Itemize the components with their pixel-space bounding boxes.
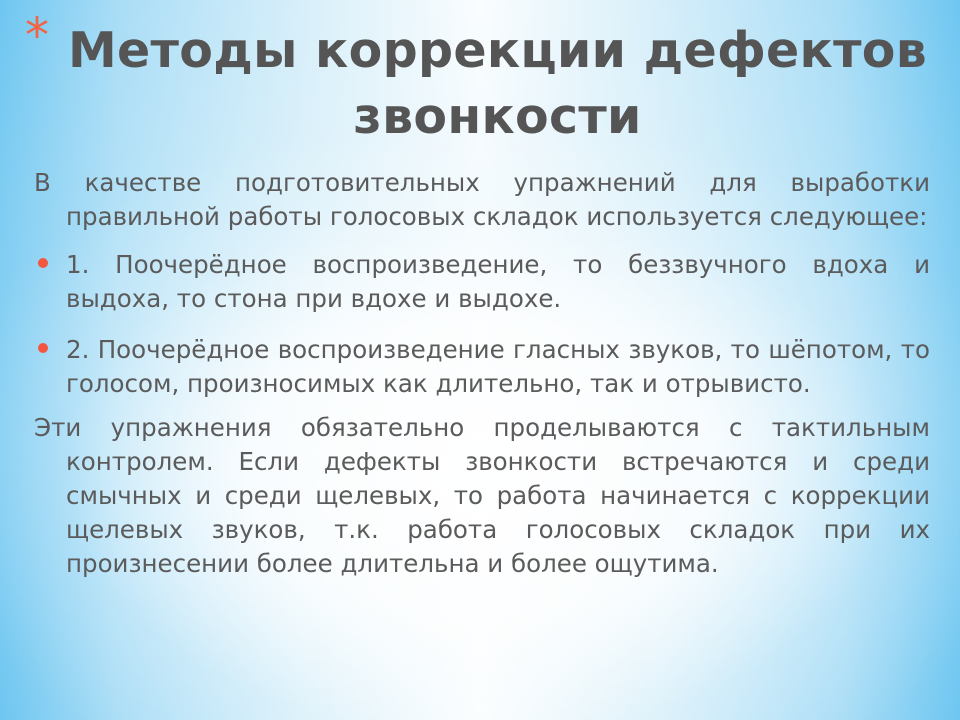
red-bullet-icon	[38, 258, 48, 268]
bullet-item-2	[34, 333, 930, 401]
bullet-text-2: 2. Поочерёдное воспроизведение гласных звуков, то шёпотом, то голосом, произносимых как длительно, так и отрывисто.	[66, 335, 930, 398]
bullet-item-1	[34, 248, 930, 316]
slide-title: Методы коррекции дефектов звонкости	[67, 22, 928, 145]
slide-content	[34, 166, 930, 595]
bullet-text-1: 1. Поочерёдное воспроизведение, то беззвучного вдоха и выдоха, то стона при вдохе и выдохе.	[66, 250, 930, 313]
title-asterisk: *	[25, 8, 49, 64]
intro-paragraph: В качестве подготовительных упражнений для выработки правильной работы голосовых складок используется следующее:	[34, 168, 930, 231]
closing-paragraph: Эти упражнения обязательно проделываются с тактильным контролем. Если дефекты звонкости встречаются и среди смычных и среди щелевых, то работа начинается с коррекции щелевых звуков, т.к. работа голосовых складок при их произнесении более длительна и более ощутима.	[34, 413, 930, 578]
red-bullet-icon	[38, 343, 48, 353]
